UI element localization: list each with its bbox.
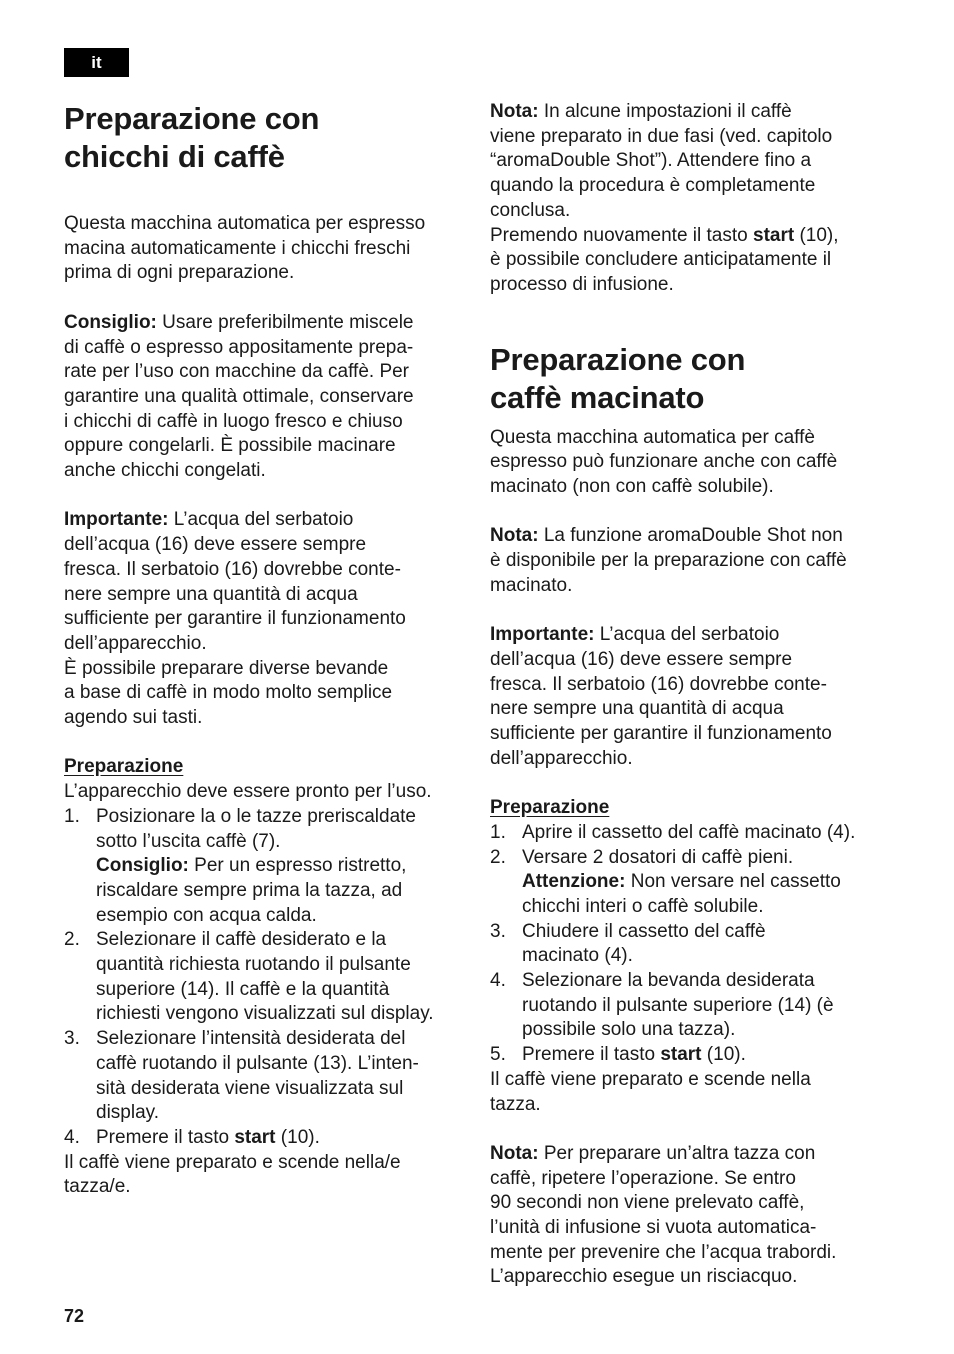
list-item: 2. Selezionare il caffè desiderato e la quantità richiesta ruotando il pulsante superiore (14). Il caffè e la quantità richiesti vengono visualizzati sul display. <box>64 929 434 1025</box>
page-number: 72 <box>64 1306 85 1326</box>
list-item: 3. Selezionare l’intensità desiderata del caffè ruotando il pulsante (13). L’inten- sità desiderata viene visualizzata sul display. <box>64 1028 419 1124</box>
note-paragraph: Nota: Per preparare un’altra tazza con caffè, ripetere l’operazione. Se entro 90 secondi non viene prelevato caffè, l’unità di infusione si vuota automatica- mente per prevenire che l’acqua trabordi. L’apparecchio esegue un risciacquo. <box>490 1142 837 1288</box>
list-item: 4. Selezionare la bevanda desiderata ruotando il pulsante superiore (14) (è possibile solo una tazza). <box>490 970 834 1041</box>
note-paragraph: Nota: La funzione aromaDouble Shot non è disponibile per la preparazione con caffè macinato. <box>490 525 847 596</box>
important-label: Importante: <box>64 509 169 531</box>
intro-paragraph: Questa macchina automatica per caffè espresso può funzionare anche con caffè macinato (non con caffè solubile). <box>490 426 838 498</box>
important-paragraph: Importante: L’acqua del serbatoio dell’acqua (16) deve essere sempre fresca. Il serbatoio (16) dovrebbe conte- nere sempre una quantità di acqua sufficiente per garantire il funzionamento dell’apparecchio. È possibile preparare diverse bevande a base di caffè in modo molto semplice agendo sui tasti. <box>64 509 406 729</box>
list-item: 1. Aprire il cassetto del caffè macinato (4). <box>490 821 856 843</box>
list-item: 3. Chiudere il cassetto del caffè macinato (4). <box>490 920 766 967</box>
preparation-steps <box>64 805 464 1151</box>
outro-paragraph: Il caffè viene preparato e scende nella tazza. <box>490 1068 811 1115</box>
preparation-steps <box>490 821 890 1068</box>
important-paragraph: Importante: L’acqua del serbatoio dell’acqua (16) deve essere sempre fresca. Il serbatoio (16) dovrebbe conte- nere sempre una quantità di acqua sufficiente per garantire il funzionamento dell’apparecchio. <box>490 624 832 769</box>
list-item: 4. Premere il tasto start (10). <box>64 1126 320 1148</box>
note-paragraph: Nota: In alcune impostazioni il caffè viene preparato in due fasi (ved. capitolo “aromaDouble Shot”). Attendere fino a quando la procedura è completamente conclusa. Premendo nuovamente il tasto start (10), è possibile concludere anticipatamente il processo di infusione. <box>490 101 839 295</box>
preparation-heading: Preparazione <box>490 797 610 819</box>
note-label: Nota: <box>490 101 539 122</box>
list-item: 5. Premere il tasto start (10). <box>490 1044 746 1066</box>
intro-paragraph: Questa macchina automatica per espresso macina automaticamente i chicchi freschi prima di ogni preparazione. <box>64 213 426 284</box>
list-item: 1. Posizionare la o le tazze preriscaldate sotto l’uscita caffè (7). Consiglio: Per un espresso ristretto, riscaldare sempre prima la tazza, ad esempio con acqua calda. <box>64 805 417 926</box>
section-title-coffee-beans: Preparazione con chicchi di caffè <box>64 101 320 174</box>
tip-paragraph: Consiglio: Usare preferibilmente miscele di caffè o espresso appositamente prepa- rate per l’uso con macchine da caffè. Per garantire una qualità ottimale, conservare i chicchi di caffè in luogo fresco e chiuso oppure congelarli. È possibile macinare anche chicchi congelati. <box>64 311 414 482</box>
tip-label: Consiglio: <box>64 311 157 333</box>
preparation-heading: Preparazione <box>64 756 184 778</box>
section-title-ground-coffee: Preparazione con caffè macinato <box>490 341 746 415</box>
outro-paragraph: Il caffè viene preparato e scende nella/e tazza/e. <box>64 1151 401 1198</box>
preparation-intro: L’apparecchio deve essere pronto per l’uso. <box>64 781 432 803</box>
list-item: 2. Versare 2 dosatori di caffè pieni. Attenzione: Non versare nel cassetto chicchi interi o caffè solubile. <box>490 846 841 917</box>
right-column <box>490 100 890 1290</box>
language-tab: it <box>64 48 129 77</box>
left-column <box>64 100 464 1200</box>
